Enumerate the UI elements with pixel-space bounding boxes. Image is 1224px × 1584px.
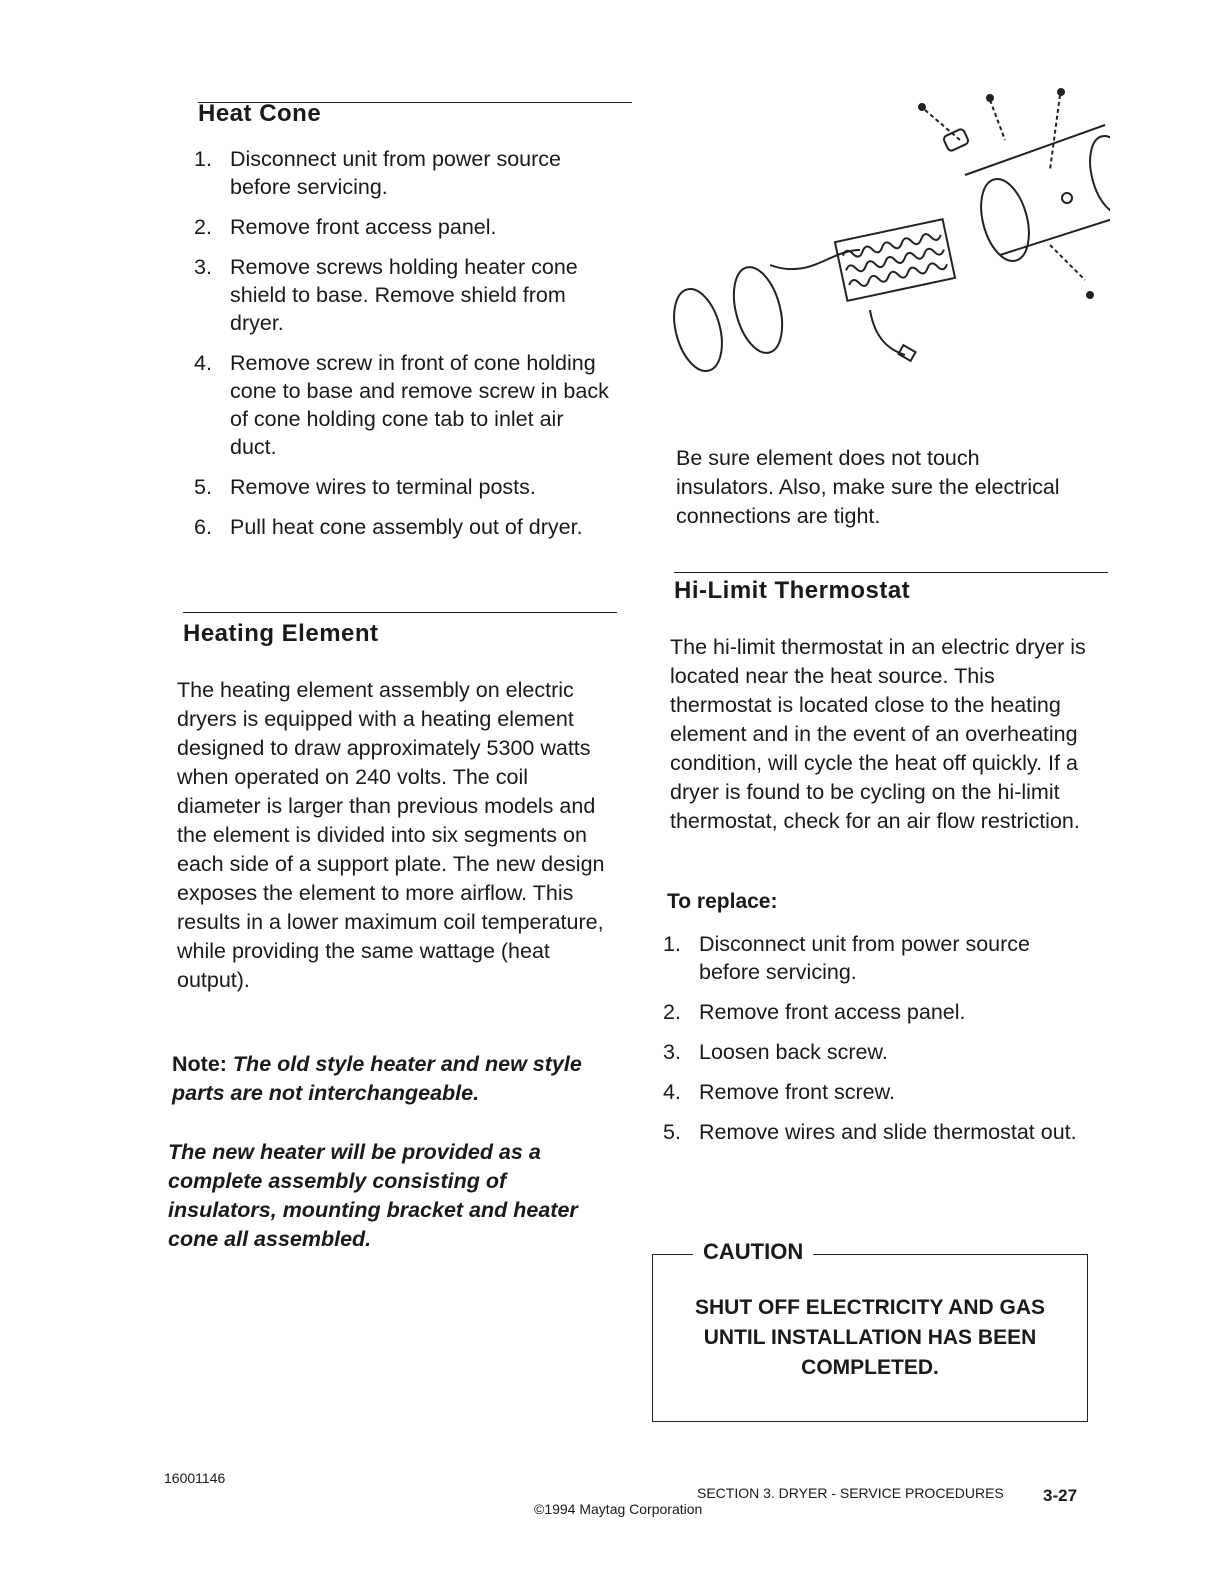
hi-limit-title: Hi-Limit Thermostat — [674, 577, 911, 604]
list-item: 2. Remove front access panel. — [194, 215, 497, 239]
list-item: 4. Remove front screw. — [663, 1080, 895, 1104]
note-text: The old style heater and new style parts are not interchangeable. — [172, 1052, 582, 1105]
list-item: 2. Remove front access panel. — [663, 1000, 966, 1024]
note-paragraph — [172, 1050, 592, 1108]
hi-limit-steps — [663, 930, 1083, 1146]
doc-number: 16001146 — [164, 1470, 226, 1486]
list-item: 6. Pull heat cone assembly out of dryer. — [194, 515, 583, 539]
caution-text: SHUT OFF ELECTRICITY AND GAS UNTIL INSTALLATION HAS BEEN COMPLETED. — [694, 1296, 1045, 1379]
list-item: 1. Disconnect unit from power source before servicing. — [663, 932, 1031, 984]
list-item: 5. Remove wires to terminal posts. — [194, 475, 536, 499]
hi-limit-body: The hi-limit thermostat in an electric dryer is located near the heat source. This thermostat is located close to the heating element and in the event of an overheating condition, will cycle the heat off quickly. If a dryer is found to be cycling on the hi-limit thermostat, check for an air flow restriction. — [670, 635, 1086, 833]
list-item: 4. Remove screw in front of cone holding cone to base and remove screw in back of cone holding cone tab to inlet air duct. — [194, 351, 609, 459]
copyright: ©1994 Maytag Corporation — [534, 1501, 703, 1517]
heating-element-rule — [183, 612, 617, 613]
note-label: Note: — [172, 1052, 227, 1076]
heating-element-title: Heating Element — [183, 620, 379, 647]
list-item: 3. Loosen back screw. — [663, 1040, 888, 1064]
list-item: 5. Remove wires and slide thermostat out. — [663, 1120, 1077, 1144]
list-item: 3. Remove screws holding heater cone shield to base. Remove shield from dryer. — [194, 255, 578, 335]
figure-caption: Be sure element does not touch insulators. Also, make sure the electrical connections are tight. — [676, 446, 1060, 528]
heating-element-body: The heating element assembly on electric dryers is equipped with a heating element designed to draw approximately 5300 watts when operated on 240 volts. The coil diameter is larger than previous models and the element is divided into six segments on each side of a support plate. The new design exposes the element to more airflow. This results in a lower maximum coil temperature, while providing the same wattage (heat output). — [177, 678, 605, 992]
caution-box — [652, 1239, 1088, 1422]
page-number: 3-27 — [1043, 1486, 1078, 1505]
heating-element-diagram — [660, 80, 1110, 400]
heat-cone-title: Heat Cone — [198, 100, 322, 127]
section-label: SECTION 3. DRYER - SERVICE PROCEDURES — [697, 1485, 1004, 1501]
heat-cone-steps — [194, 145, 614, 541]
new-heater-paragraph: The new heater will be provided as a complete assembly consisting of insulators, mounting bracket and heater cone all assembled. — [168, 1140, 578, 1251]
to-replace-label: To replace: — [667, 890, 778, 913]
caution-label: CAUTION — [693, 1239, 813, 1265]
list-item: 1. Disconnect unit from power source before servicing. — [194, 147, 562, 199]
hi-limit-rule — [674, 572, 1108, 573]
